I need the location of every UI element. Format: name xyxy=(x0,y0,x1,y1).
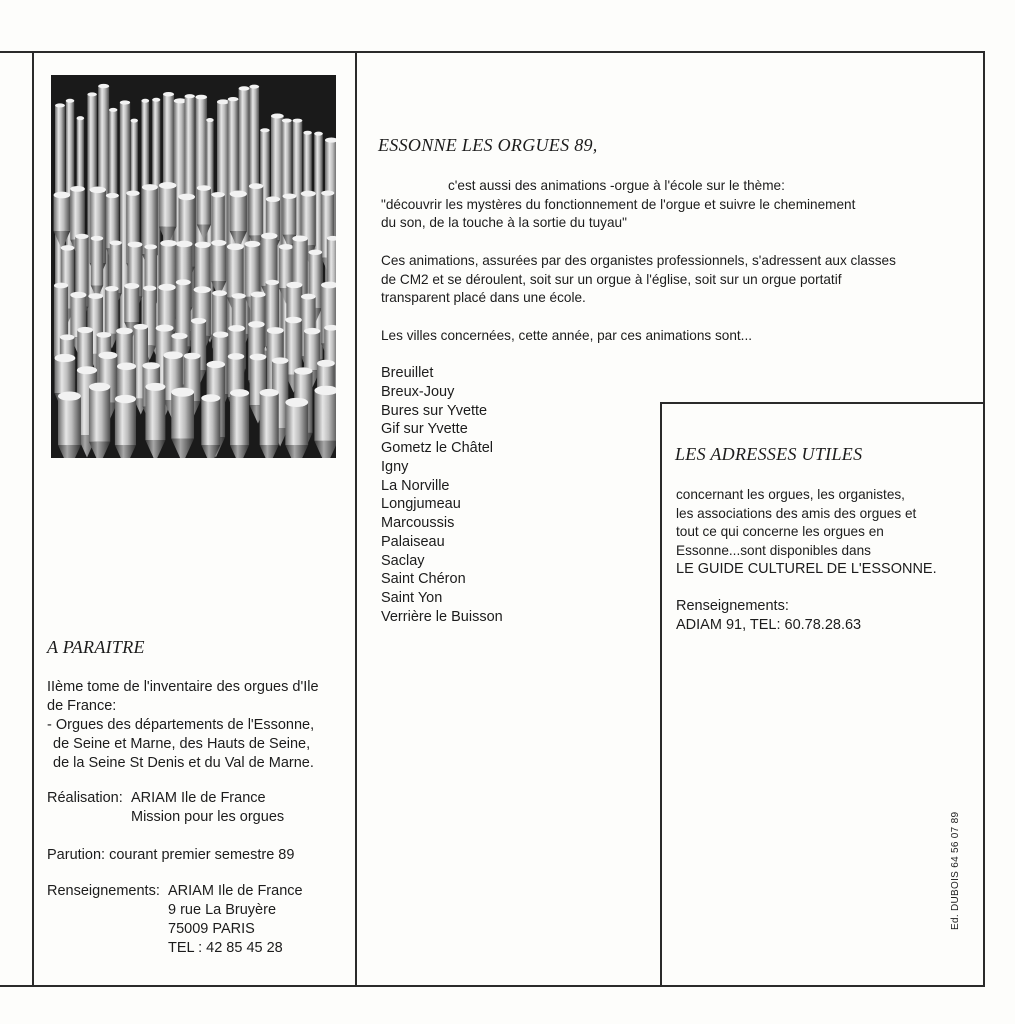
organ-pipe-top xyxy=(99,352,118,360)
paraitre-title: A PARAITRE xyxy=(47,637,145,657)
organ-pipe-top xyxy=(285,317,301,324)
organ-pipe-top xyxy=(90,187,106,194)
organ-pipe-top xyxy=(185,94,195,98)
organ-pipe-top xyxy=(110,240,122,245)
organ-pipe-top xyxy=(88,293,103,299)
organ-pipe-top xyxy=(249,85,259,89)
organ-pipe xyxy=(230,393,249,445)
organ-pipe-top xyxy=(141,99,149,103)
address-line-4: TEL : 42 85 45 28 xyxy=(168,940,283,956)
organ-pipe xyxy=(158,287,176,331)
organ-pipe-top xyxy=(239,86,250,90)
organ-pipe-top xyxy=(171,388,194,397)
paraitre-renseignements-label: Renseignements: xyxy=(47,883,160,899)
organ-pipe-top xyxy=(158,284,176,291)
adresses-renseignements-value: ADIAM 91, TEL: 60.78.28.63 xyxy=(676,617,862,633)
organ-pipe-top xyxy=(279,244,293,250)
organ-pipe-top xyxy=(171,333,187,339)
organ-pipe-top xyxy=(106,193,119,198)
organ-pipe-top xyxy=(143,286,156,291)
organ-pipe-top xyxy=(272,357,289,364)
organ-pipes-photo xyxy=(51,75,336,458)
town-item: Longjumeau xyxy=(381,496,461,513)
paraitre-line-5: de la Seine St Denis et du Val de Marne. xyxy=(53,755,314,771)
organ-pipe-top xyxy=(70,292,86,298)
organ-pipe-top xyxy=(195,242,211,248)
realisation-line-1: ARIAM Ile de France xyxy=(131,790,266,806)
town-item: Bures sur Yvette xyxy=(381,402,488,419)
organ-pipe-top xyxy=(314,132,323,136)
organ-pipe-top xyxy=(77,116,84,120)
paraitre-line-3: - Orgues des départements de l'Essonne, xyxy=(47,717,315,733)
organ-pipe-top xyxy=(60,334,75,340)
organ-pipe xyxy=(58,396,81,445)
organ-pipe-top xyxy=(184,353,201,360)
organ-pipe xyxy=(283,196,297,234)
organ-pipe-top xyxy=(163,92,174,96)
para2-line-3: transparent placé dans une école. xyxy=(381,290,586,306)
organ-pipe xyxy=(89,387,110,442)
organ-pipe-top xyxy=(58,391,81,400)
organ-pipe-top xyxy=(195,95,207,100)
organ-pipe-top xyxy=(292,236,307,242)
organ-pipe xyxy=(249,186,263,235)
organ-pipe-top xyxy=(283,193,297,199)
organ-pipe-top xyxy=(116,328,133,335)
organ-pipe-top xyxy=(75,234,88,239)
address-line-2: 9 rue La Bruyère xyxy=(168,902,277,918)
town-item: Igny xyxy=(381,458,409,475)
organ-pipe-top xyxy=(294,367,312,374)
organ-pipe-top xyxy=(230,389,249,397)
paraitre-parution: Parution: courant premier semestre 89 xyxy=(47,847,295,863)
organ-pipe-top xyxy=(160,240,177,247)
organ-pipe-top xyxy=(191,318,206,324)
organ-pipes-illustration xyxy=(51,75,336,458)
organ-pipe xyxy=(245,244,261,297)
organ-pipe-top xyxy=(260,389,279,397)
organ-pipe xyxy=(110,243,122,293)
organ-pipe xyxy=(124,286,139,322)
paraitre-renseignements xyxy=(47,882,352,958)
adresses-renseignements xyxy=(676,597,976,635)
organ-pipe-top xyxy=(176,279,191,285)
organ-pipe-top xyxy=(201,394,220,402)
organ-pipe-top xyxy=(282,119,292,123)
town-item: Saint Chéron xyxy=(381,571,466,588)
town-item: Breuillet xyxy=(381,365,434,381)
frame-top-line xyxy=(0,51,985,53)
paraitre-line-2: de France: xyxy=(47,698,117,714)
realisation-label: Réalisation: xyxy=(47,790,123,806)
organ-pipe-top xyxy=(213,332,229,338)
organ-pipe-top xyxy=(87,92,96,96)
organ-pipe-top xyxy=(156,325,174,332)
adresses-renseignements-label: Renseignements: xyxy=(676,598,789,614)
adresses-line-2: les associations des amis des orgues et xyxy=(676,505,917,521)
organ-pipe-top xyxy=(142,184,158,190)
adresses-guide-name: LE GUIDE CULTUREL DE L'ESSONNE. xyxy=(676,561,937,578)
printer-credit: Ed. DUBOIS 64 56 07 89 xyxy=(950,811,961,930)
organ-pipe-top xyxy=(321,191,334,196)
frame-divider-line xyxy=(355,51,357,987)
organ-pipe-top xyxy=(163,351,182,359)
paraitre-line-4: de Seine et Marne, des Hauts de Seine, xyxy=(53,736,311,752)
organ-pipe-top xyxy=(293,119,303,123)
organ-pipe-top xyxy=(207,361,225,368)
organ-pipe-top xyxy=(248,321,264,328)
organ-pipe-top xyxy=(61,245,75,250)
frame-bottom-line xyxy=(0,985,985,987)
organ-pipe-top xyxy=(317,360,335,367)
organ-pipe-top xyxy=(232,293,246,299)
organ-pipe xyxy=(227,247,244,298)
paraitre-line-1: IIème tome de l'inventaire des orgues d'Ile xyxy=(47,679,319,695)
organ-pipe-top xyxy=(230,190,247,197)
realisation-line-2: Mission pour les orgues xyxy=(131,809,285,825)
organ-pipe-top xyxy=(134,324,148,330)
organ-pipe xyxy=(91,238,103,285)
organ-pipe-top xyxy=(54,354,75,362)
address-line-3: 75009 PARIS xyxy=(168,921,255,937)
organ-pipe-top xyxy=(54,283,68,289)
organ-pipe xyxy=(197,188,211,224)
intro-line: c'est aussi des animations -orgue à l'école sur le thème: xyxy=(448,178,785,193)
organ-pipe xyxy=(105,289,118,334)
organ-pipe xyxy=(171,392,194,438)
organ-pipe-top xyxy=(197,185,211,191)
organ-pipe-top xyxy=(304,328,320,335)
organ-pipe xyxy=(201,398,220,445)
organ-pipe xyxy=(230,194,247,231)
organ-pipe-top xyxy=(145,383,165,391)
organ-pipe-top xyxy=(217,99,229,104)
adresses-box-top-line xyxy=(660,402,985,404)
organ-pipe xyxy=(142,187,158,254)
town-item: Palaiseau xyxy=(381,533,445,550)
organ-pipe-top xyxy=(285,398,308,407)
organ-pipe-top xyxy=(55,103,65,107)
organ-pipe-top xyxy=(228,325,245,332)
organ-pipe-top xyxy=(266,196,280,202)
adresses-title: LES ADRESSES UTILES xyxy=(675,444,863,464)
organ-pipe-top xyxy=(178,194,195,201)
organ-pipe-top xyxy=(70,186,85,192)
organ-pipe-top xyxy=(77,327,93,333)
frame-left-line xyxy=(32,51,34,987)
organ-pipe-top xyxy=(212,290,227,296)
organ-pipe-top xyxy=(303,131,311,135)
organ-pipe-top xyxy=(97,332,112,338)
organ-pipe-top xyxy=(66,99,74,103)
towns-list xyxy=(381,364,651,627)
town-item: Gometz le Châtel xyxy=(381,440,494,456)
organ-pipe-top xyxy=(98,84,109,88)
frame-right-line xyxy=(983,51,985,987)
organ-pipe-top xyxy=(250,354,267,361)
organ-pipe xyxy=(260,393,279,445)
organ-pipe xyxy=(145,387,165,440)
theme-line-1: "découvrir les mystères du fonctionnement de l'orgue et suivre le cheminement xyxy=(381,196,856,212)
town-item: Saint Yon xyxy=(381,590,443,606)
organ-pipe-top xyxy=(194,286,211,293)
organ-pipe-top xyxy=(144,244,157,249)
town-item: Gif sur Yvette xyxy=(381,421,468,438)
organ-pipe xyxy=(261,236,277,286)
organ-pipe-top xyxy=(89,383,110,392)
para2-line-2: de CM2 et se déroulent, soit sur un orgue à l'église, soit sur un orgue portatif xyxy=(381,271,842,287)
organ-pipe xyxy=(54,358,75,393)
organ-pipe-top xyxy=(211,192,224,197)
adresses-box-left-line xyxy=(660,402,662,987)
adresses-body xyxy=(676,486,976,579)
organ-pipe-top xyxy=(120,100,130,104)
adresses-line-4: Essonne...sont disponibles dans xyxy=(676,542,871,558)
town-item: Marcoussis xyxy=(381,515,455,531)
organ-pipe xyxy=(314,390,336,440)
organ-pipe-top xyxy=(228,97,239,101)
organ-pipe-top xyxy=(128,242,143,248)
essonne-intro xyxy=(381,177,971,233)
town-item: Saclay xyxy=(381,552,425,569)
organ-pipe-top xyxy=(126,191,139,196)
paraitre-body xyxy=(47,678,352,773)
organ-pipe-top xyxy=(261,233,277,240)
organ-pipe xyxy=(115,399,136,445)
organ-pipe-top xyxy=(91,236,103,241)
organ-pipe-top xyxy=(249,183,263,189)
organ-pipe-top xyxy=(211,240,226,246)
organ-pipe-top xyxy=(301,191,316,197)
organ-pipe-top xyxy=(251,291,266,297)
town-item: Verrière le Buisson xyxy=(381,608,503,625)
organ-pipe-top xyxy=(266,280,279,285)
organ-pipe xyxy=(54,195,71,231)
organ-pipe-top xyxy=(117,363,136,371)
organ-pipe-top xyxy=(309,250,323,255)
paraitre-realisation xyxy=(47,789,352,827)
essonne-title: ESSONNE LES ORGUES 89, xyxy=(378,135,598,155)
organ-pipe-top xyxy=(54,192,71,199)
organ-pipe-top xyxy=(109,108,117,112)
organ-pipe-top xyxy=(245,241,261,247)
organ-pipe xyxy=(159,185,176,226)
organ-pipe xyxy=(211,243,226,281)
organ-pipe-top xyxy=(286,282,302,288)
organ-pipe-top xyxy=(228,353,244,360)
organ-pipe xyxy=(106,196,119,249)
organ-pipe-top xyxy=(301,294,316,300)
organ-pipe-top xyxy=(131,119,138,123)
organ-pipe-top xyxy=(267,327,284,334)
organ-pipe-top xyxy=(142,362,159,369)
adresses-line-3: tout ce qui concerne les orgues en xyxy=(676,524,884,540)
theme-line-2: du son, de la touche à la sortie du tuyau" xyxy=(381,215,627,231)
organ-pipe-top xyxy=(77,366,97,374)
essonne-paragraph-2 xyxy=(381,252,971,308)
organ-pipe-top xyxy=(105,286,118,291)
essonne-paragraph-3: Les villes concernées, cette année, par ces animations sont... xyxy=(381,328,753,343)
organ-pipe-top xyxy=(176,241,192,248)
organ-pipe-top xyxy=(260,128,269,132)
organ-pipe xyxy=(279,247,293,288)
organ-pipe-top xyxy=(206,118,213,122)
town-item: Breux-Jouy xyxy=(381,383,455,400)
organ-pipe xyxy=(285,402,308,445)
organ-pipe-top xyxy=(152,98,160,102)
organ-pipe-top xyxy=(227,243,244,250)
organ-pipe xyxy=(70,189,85,240)
organ-pipe-top xyxy=(159,182,176,189)
adresses-line-1: concernant les orgues, les organistes, xyxy=(676,487,905,502)
address-line-1: ARIAM Ile de France xyxy=(168,883,303,899)
organ-pipe-top xyxy=(115,395,136,403)
para2-line-1: Ces animations, assurées par des organistes professionnels, s'adressent aux classes xyxy=(381,253,896,268)
town-item: La Norville xyxy=(381,477,450,494)
organ-pipe-top xyxy=(271,113,284,118)
organ-pipe-top xyxy=(124,283,139,289)
